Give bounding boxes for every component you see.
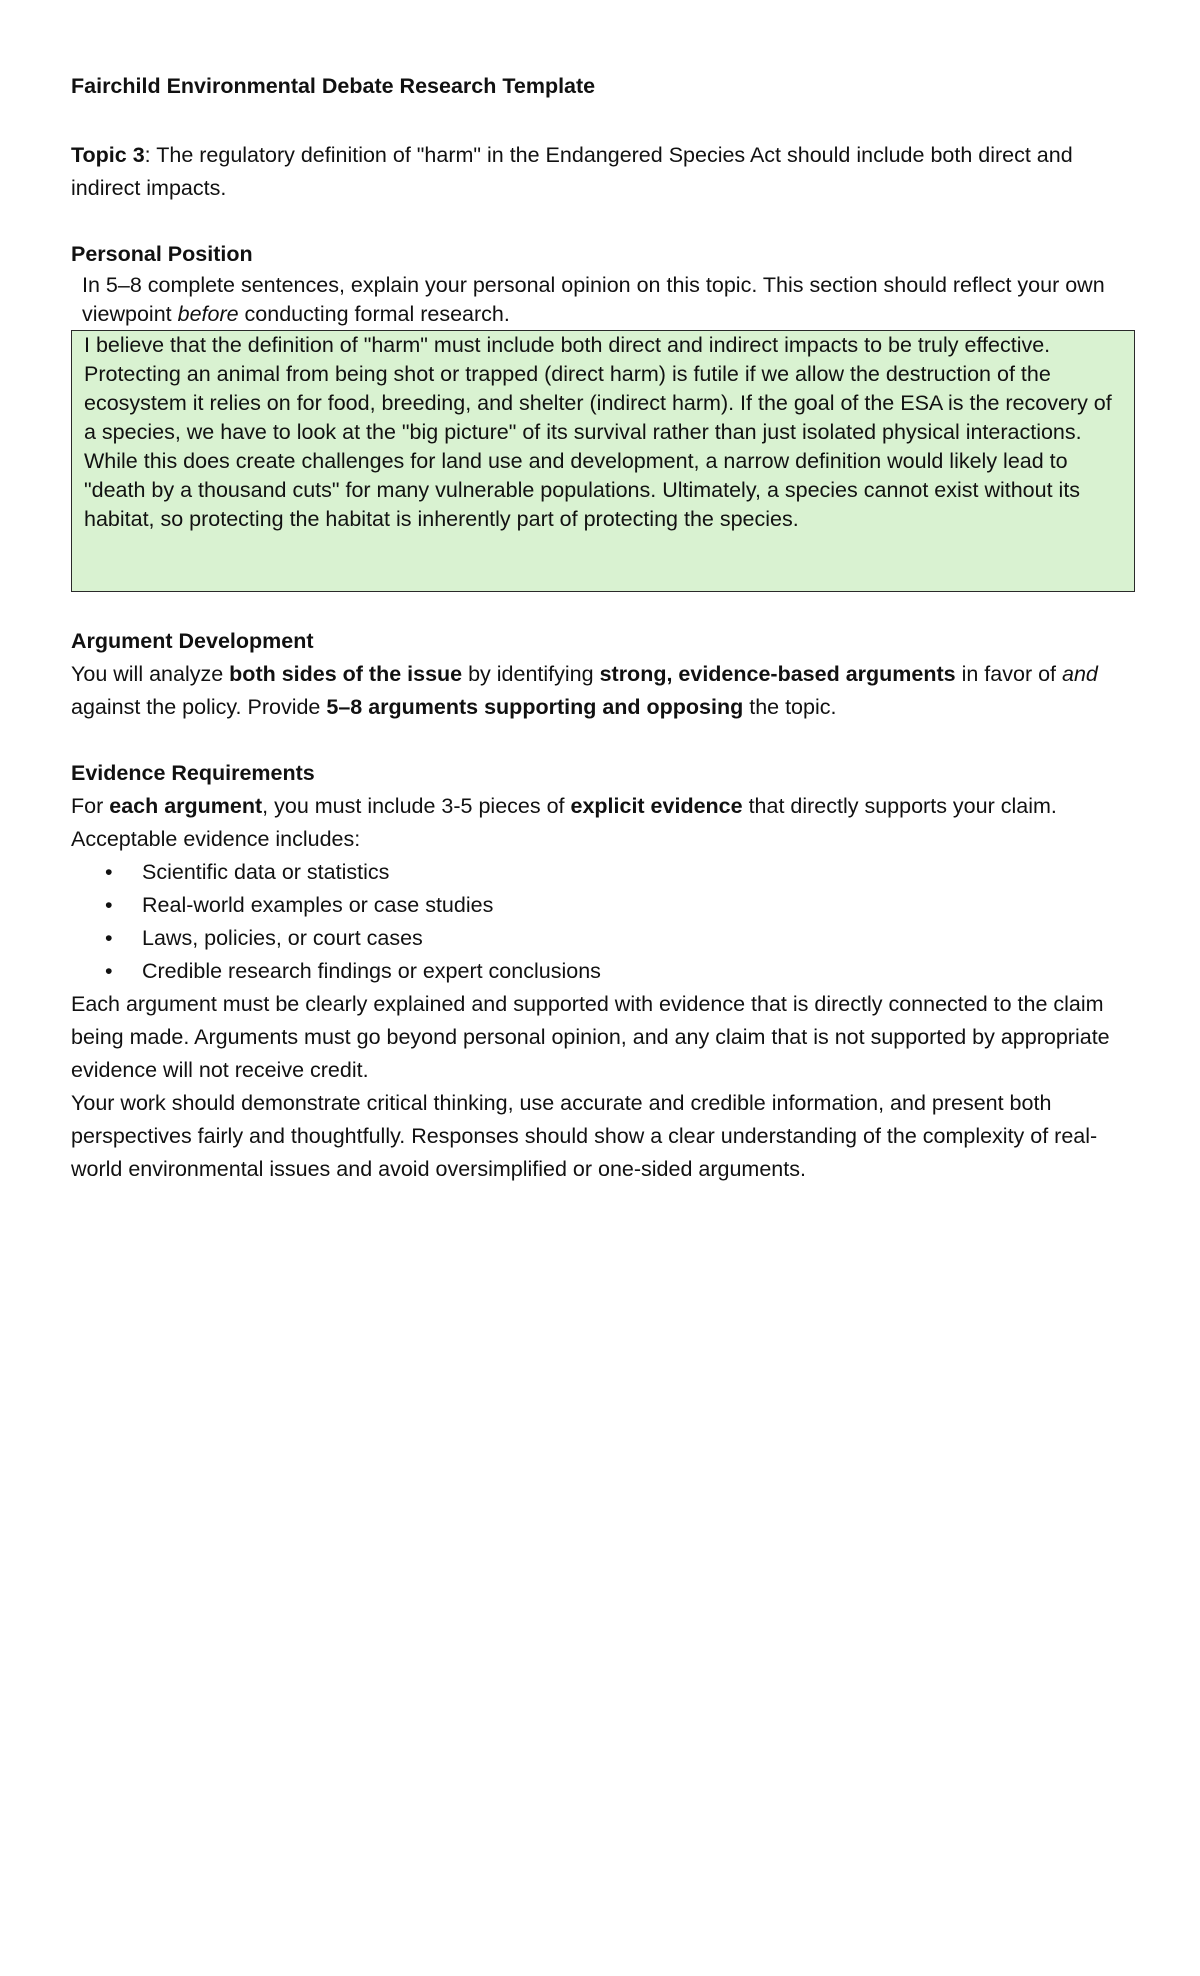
evidence-text-3: that directly supports your claim. (742, 794, 1057, 818)
bullet-icon: • (105, 893, 113, 917)
topic-statement (71, 139, 1131, 205)
evidence-paragraph-1: Each argument must be clearly explained and supported with evidence that is directly connected to the claim being made. Arguments must go beyond personal opinion, and any claim that is not supported by appropriate evidence will not receive credit. (71, 992, 1110, 1082)
list-item-text: Scientific data or statistics (142, 860, 390, 884)
bullet-icon: • (105, 860, 113, 884)
personal-position-response[interactable]: I believe that the definition of "harm" must include both direct and indirect impacts to be truly effective. Protecting an animal from being shot or trapped (direct harm) is futile if we allow the destruction of the ecosystem it relies on for food, breeding, and shelter (indirect harm). If the goal of the ESA is the recovery of a species, we have to look at the "big picture" of its survival rather than just isolated physical interactions. While this does create challenges for land use and development, a narrow definition would likely lead to "death by a thousand cuts" for many vulnerable populations. Ultimately, a species cannot exist without its habitat, so protecting the habitat is inherently part of protecting the species. (71, 330, 1135, 592)
personal-position-heading: Personal Position (71, 242, 253, 266)
list-item-text: Laws, policies, or court cases (142, 926, 423, 950)
arg-text-3: in favor of (955, 662, 1062, 686)
list-item (71, 856, 1131, 889)
evidence-text-1: For (71, 794, 110, 818)
arg-text-4: against the policy. Provide (71, 695, 327, 719)
topic-label: Topic 3 (71, 143, 145, 167)
bullet-icon: • (105, 926, 113, 950)
evidence-text-2: , you must include 3-5 pieces of (262, 794, 571, 818)
arg-bold-1: both sides of the issue (229, 662, 463, 686)
acceptable-evidence-label: Acceptable evidence includes: (71, 827, 361, 851)
evidence-bold-2: explicit evidence (570, 794, 743, 818)
evidence-paragraph-2: Your work should demonstrate critical thinking, use accurate and credible information, and present both perspectives fairly and thoughtfully. Responses should show a clear understanding of the complexity of real-world environmental issues and avoid oversimplified or one-sided arguments. (71, 1091, 1098, 1181)
arg-text-1: You will analyze (71, 662, 230, 686)
bullet-icon: • (105, 959, 113, 983)
arg-text-2: by identifying (462, 662, 600, 686)
personal-position-instructions (71, 271, 1131, 329)
list-item (71, 955, 1131, 988)
arg-italic-1: and (1061, 662, 1098, 686)
list-item (71, 889, 1131, 922)
topic-text: : The regulatory definition of "harm" in the Endangered Species Act should include both direct and indirect impacts. (71, 143, 1073, 200)
evidence-list (71, 856, 1131, 988)
arg-bold-3: 5–8 arguments supporting and opposing (326, 695, 744, 719)
document-title: Fairchild Environmental Debate Research Template (71, 74, 596, 98)
argument-development-text (71, 658, 1131, 724)
instructions-text-part1: In 5–8 complete sentences, explain your personal opinion on this topic. This section should reflect your own viewpoint (82, 273, 1105, 326)
instructions-emphasis: before (177, 302, 239, 326)
instructions-text-part2: conducting formal research. (238, 302, 510, 326)
list-item (71, 922, 1131, 955)
arg-text-5: the topic. (743, 695, 837, 719)
evidence-requirements-heading: Evidence Requirements (71, 761, 315, 785)
list-item-text: Real-world examples or case studies (142, 893, 494, 917)
list-item-text: Credible research findings or expert conclusions (142, 959, 601, 983)
arg-bold-2: strong, evidence-based arguments (599, 662, 956, 686)
argument-development-heading: Argument Development (71, 629, 314, 653)
evidence-bold-1: each argument (109, 794, 263, 818)
evidence-requirements-intro (71, 790, 1131, 823)
